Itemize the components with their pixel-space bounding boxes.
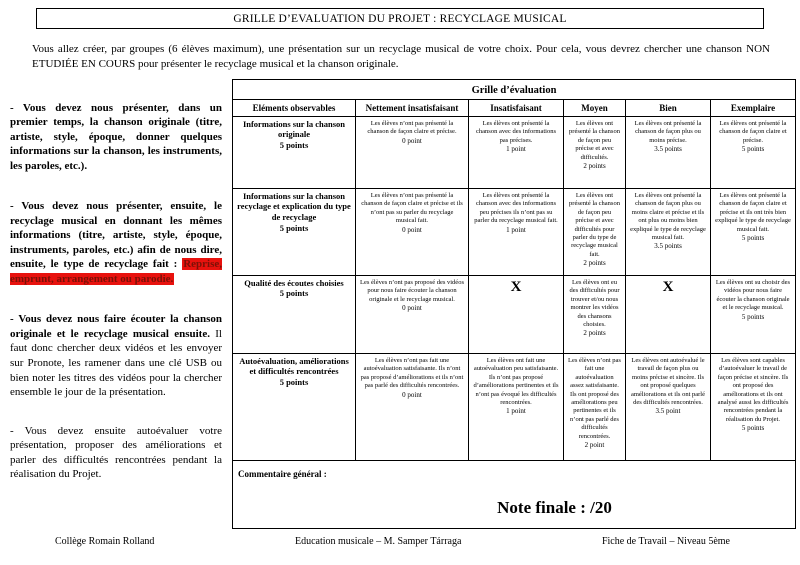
grade-cell: Les élèves ont fait une autoévaluation peu satisfaisante. Ils n’ont pas proposé d’améliorations pertinentes et ils n’ont pas évoqué les difficultés rencontrées. 1 point bbox=[469, 353, 564, 460]
header-moyen: Moyen bbox=[564, 99, 626, 116]
footer-school: Collège Romain Rolland bbox=[55, 536, 155, 547]
grade-cell: Les élèves ont présenté la chanson de façon plus ou moins précise. 3.5 points bbox=[626, 116, 711, 188]
grade-cell: Les élèves n’ont pas présenté la chanson de façon claire et précise. 0 point bbox=[356, 116, 469, 188]
grade-cell: Les élèves n’ont pas proposé des vidéos pour nous faire écouter la chanson originale et le recyclage musical. 0 point bbox=[356, 275, 469, 353]
document-title-box bbox=[36, 8, 764, 29]
document-title: GRILLE D’EVALUATION DU PROJET : RECYCLAGE MUSICAL bbox=[233, 13, 567, 25]
comment-label: Commentaire général : bbox=[238, 468, 327, 479]
grid-caption: Grille d’évaluation bbox=[233, 79, 796, 99]
instructions-column bbox=[8, 79, 232, 508]
x-mark: X bbox=[510, 278, 522, 295]
grade-cell-crossed bbox=[626, 275, 711, 353]
instruction-3-bold: - Vous devez nous faire écouter la chanson originale et le recyclage musical ensuite. bbox=[10, 313, 222, 340]
criterion-chanson-originale: Informations sur la chanson originale 5 points bbox=[233, 116, 356, 188]
instruction-3-rest: Il faut donc chercher deux vidéos et les envoyer sur Pronote, les ramener dans une clé USB ou bien noter les titres des vidéos pour la chercher ensemble le jour de la présentation. bbox=[10, 327, 222, 399]
grade-cell: Les élèves ont présenté la chanson avec des informations pas précises. 1 point bbox=[469, 116, 564, 188]
table-row bbox=[233, 275, 796, 353]
grid-header-row bbox=[233, 99, 796, 116]
instruction-3 bbox=[10, 312, 222, 399]
comment-row bbox=[233, 460, 796, 528]
table-row bbox=[233, 353, 796, 460]
grade-cell: Les élèves sont capables d’autoévaluer le travail de façon précise et sincère. Ils ont proposé des améliorations et ils ont analysé aussi les difficultés rencontrées pendant la réalisation du Projet. 5 points bbox=[711, 353, 796, 460]
grade-cell: Les élèves ont su choisir des vidéos pour nous faire écouter la chanson originale et le recyclage musical. 5 points bbox=[711, 275, 796, 353]
table-row bbox=[233, 116, 796, 188]
instruction-1: - Vous devez nous présenter, dans un premier temps, la chanson originale (titre, artiste, style, époque, donner quelques informations sur la chanson, les instruments, les paroles, etc.). bbox=[10, 101, 222, 172]
header-elements: Eléments observables bbox=[233, 99, 356, 116]
header-exemplaire: Exemplaire bbox=[711, 99, 796, 116]
grade-cell: Les élèves ont présenté la chanson de façon plus ou moins claire et précise et ils ont plus ou moins bien expliqué le type de recyclage musical fait. 3.5 points bbox=[626, 188, 711, 275]
criterion-autoevaluation: Autoévaluation, améliorations et difficultés rencontrées 5 points bbox=[233, 353, 356, 460]
x-mark: X bbox=[662, 278, 674, 295]
grade-cell: Les élèves n’ont pas présenté la chanson de façon claire et précise et ils n’ont pas su parler du recyclage musical fait. 0 point bbox=[356, 188, 469, 275]
recycling-types-highlight: Reprise, emprunt, arrangement ou parodie. bbox=[10, 258, 222, 285]
intro-paragraph: Vous allez créer, par groupes (6 élèves maximum), une présentation sur un recyclage musical de votre choix. Pour cela, vous devrez chercher une chanson NON ETUDIÉE EN COURS pour présenter le recyclage musical et la chanson originale. bbox=[32, 43, 770, 71]
content-area bbox=[8, 79, 800, 529]
grade-cell-crossed bbox=[469, 275, 564, 353]
header-bien: Bien bbox=[626, 99, 711, 116]
footer-sheet-level: Fiche de Travail – Niveau 5ème bbox=[601, 536, 730, 547]
header-nettement-insatisfaisant: Nettement insatisfaisant bbox=[356, 99, 469, 116]
page-footer bbox=[0, 536, 800, 547]
grade-cell: Les élèves ont eu des difficultés pour trouver et/ou nous montrer les vidéos des chansons choisies. 2 points bbox=[564, 275, 626, 353]
evaluation-grid bbox=[232, 79, 796, 529]
instruction-2 bbox=[10, 199, 222, 286]
grade-cell: Les élèves ont présenté la chanson de façon peu précise et avec difficultés pour parler du type de recyclage musical fait. 2 points bbox=[564, 188, 626, 275]
criterion-chanson-recyclage: Informations sur la chanson recyclage et explication du type de recyclage 5 points bbox=[233, 188, 356, 275]
table-row bbox=[233, 188, 796, 275]
grade-cell: Les élèves ont présenté la chanson de façon claire et précise et ils ont très bien expliqué le type de recyclage musical fait. 5 points bbox=[711, 188, 796, 275]
comment-cell bbox=[233, 460, 796, 528]
grade-cell: Les élèves ont présenté la chanson avec des informations peu précises ils n’ont pas su parler du recyclage musical fait. 1 point bbox=[469, 188, 564, 275]
grid-caption-row bbox=[233, 79, 796, 99]
final-grade-label: Note finale : /20 bbox=[497, 497, 612, 517]
instruction-2-text: - Vous devez nous présenter, ensuite, le recyclage musical en donnant les mêmes informations (titre, artiste, style, époque, instruments, paroles, etc.) afin de nous dire, ensuite, le type de recyclage fait : bbox=[10, 200, 222, 271]
grade-cell: Les élèves ont présenté la chanson de façon peu précise et avec difficultés. 2 points bbox=[564, 116, 626, 188]
grade-cell: Les élèves n’ont pas fait une autoévaluation assez satisfaisante. Ils ont proposé des améliorations peu pertinentes et ils n’ont pas parlé des difficultés rencontrées. 2 point bbox=[564, 353, 626, 460]
footer-subject-teacher: Education musicale – M. Samper Tárraga bbox=[294, 536, 462, 547]
grade-cell: Les élèves ont autoévalué le travail de façon plus ou moins précise et sincère. Ils ont proposé quelques améliorations et ils ont parlé des difficultés rencontrées. 3.5 point bbox=[626, 353, 711, 460]
grade-cell: Les élèves n’ont pas fait une autoévaluation satisfaisante. Ils n’ont pas proposé d’améliorations et ils n’ont pas parlé des difficultés rencontrées. 0 point bbox=[356, 353, 469, 460]
grade-cell: Les élèves ont présenté la chanson de façon claire et précise. 5 points bbox=[711, 116, 796, 188]
instruction-4: - Vous devez ensuite autoévaluer votre présentation, proposer des améliorations et parler des difficultés rencontrées pendant la réalisation du Projet. bbox=[10, 424, 222, 481]
criterion-qualite-ecoutes: Qualité des écoutes choisies 5 points bbox=[233, 275, 356, 353]
header-insatisfaisant: Insatisfaisant bbox=[469, 99, 564, 116]
